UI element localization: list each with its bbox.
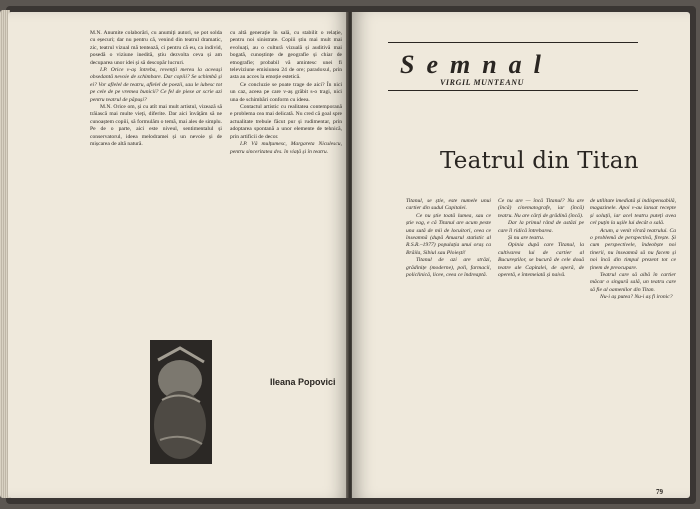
article-paragraph: Nu-i aș putea? Nu-i aș fi ironic? [600,294,673,301]
article-paragraph: Opinia după care Titanul, la cultivarea lui de cartier al Bucureștilor, se bucură de cele două teatre ale Capitalei, de operă, de operetă, e întemeiată și naivă. [498,242,584,279]
article-title: Teatrul din Titan [440,148,639,174]
article-paragraph: Ce nu știe toată lumea, sau ce știe vag, e că Titanul are acum peste una sută de mii de locuitori, ceea ce înseamnă (după Anuarul statistic al R.S.R.–1977) populația unui oraș ca Brăila, Sibiul sau Ploiești! [406,212,491,256]
article-paragraph: Ce nu are — încă Titanul? Nu are (încă) cinematografe, iar (încă) teatru. Nu are cărți de grădină (încă). [498,198,584,219]
article-column-3 [590,198,676,302]
left-paragraph-thanks: I.P. Vă mulțumesc, Margareta Niculescu, pentru sinceritatea dvs. în viață și în teatru. [230,141,342,155]
article-paragraph: Teatrul care să aibă în cartier măcar o singură sală, un teatru care să fie al oamenilor din Titan. [590,272,676,293]
right-page [352,12,690,498]
left-paragraph: Contactul artistic cu realitatea contemporană e problema cea mai delicată. Nu cred că goal spre actualitate trebuie făcut pur și rudimentar, prin adoptarea spontană a unor elemente de tehnică, prin artificii de decor. [230,104,342,140]
section-heading: Semnal [400,50,553,79]
left-column-1 [90,30,222,149]
left-paragraph: cu altă generație în sală, cu stabilit o relație, pentru noi sinistrate. Copiii știu mai mult mai evoluați, au o cultură vizuală și auditivă mai bogată, cunoștințe de geografie și chiar de etnografie; probabil vă amintesc unei fi televiziune emisiunea 24 de ore; paradoxul, prin asta au acces la emoție estetică. [230,30,342,81]
left-column-2 [230,30,342,156]
article-paragraph: Acum, a venit vîrstă teatrului. Ca o problemă de perspectivă, firește. Și cum perspectivele, îndeobște noi tinerii, nu înseamnă să nu facem și noi încă din timpul prezent tot ce ținem de preocupare. [590,227,676,271]
article-paragraph: de utilitate imediată și indispensabilă, magazinele. Apoi v-au lansat recepte și soluții, iar acel teatru puteți avea cel puțin la ușile lui decât o sală. [590,198,676,227]
left-paragraph: M.N. Anumite colaborări, cu anumiți autori, se pot solda cu eșecuri; dar nu pentru că, venind din teatrul dramatic, zic, teatrul vizual mă tentează, ci pentru că eu, ca individ, posedă o viziune inedită, știu dezvolta ceva și am decuparea unor idei și să descopăr lucruri. [90,30,222,66]
heading-rule-bottom [388,90,638,91]
article-column-2 [498,198,584,279]
page-number: 79 [656,488,663,496]
author-signature: Ileana Popovici [270,377,336,387]
article-paragraph: Și nu are teatru. [508,235,545,242]
left-paragraph: M.N. Orice om, și cu atît mai mult artistul, vizează să trăiască mai multe vieți, diferite. Dar aici învățăm să ne cunoaștem copiii, să formulăm o temă, mai ales de simplu. Pe de o parte, aici este niveul, sentimentalul și conservatorul, ideea melodramei și un nevoie și de mișcarea de altă natură. [90,104,222,148]
article-paragraph: Titanul, se știe, este numele unui cartier din sudul Capitalei. [406,198,491,212]
left-paragraph: Ce concluzie se poate trage de aici? În nici un caz, aceea pe care v-aș grăbit s-o tragi, nici una de schimbări conform cu ideea. [230,81,342,103]
article-paragraph: Titanul de azi are străzi, grădinițe (moderne), poli, farmacii, policlinică, licee, ceea ce îndreaptă. [406,257,491,279]
article-paragraph: Dar la primul rând de astăzi pe care îl ridică întrebarea. [498,220,584,234]
photograph-illustration [150,340,212,464]
left-paragraph-question: I.P. Orice v-aș întreba, revenții mereu la aceeași obsedantă nevoie de schimbare. Dar copiii? Se schimbă și ei? Vor aflelel de teatru, aflelel de poezii, sau le iubesc tot pe cele de pe vremea bunicii? Ce fel de piese ar scrie azi pentru teatrul de păpuși? [90,67,222,103]
article-column-1 [406,198,491,279]
photograph [150,340,212,464]
left-page [8,12,348,498]
heading-rule-top [388,42,638,43]
article-author: VIRGIL MUNTEANU [440,78,525,87]
